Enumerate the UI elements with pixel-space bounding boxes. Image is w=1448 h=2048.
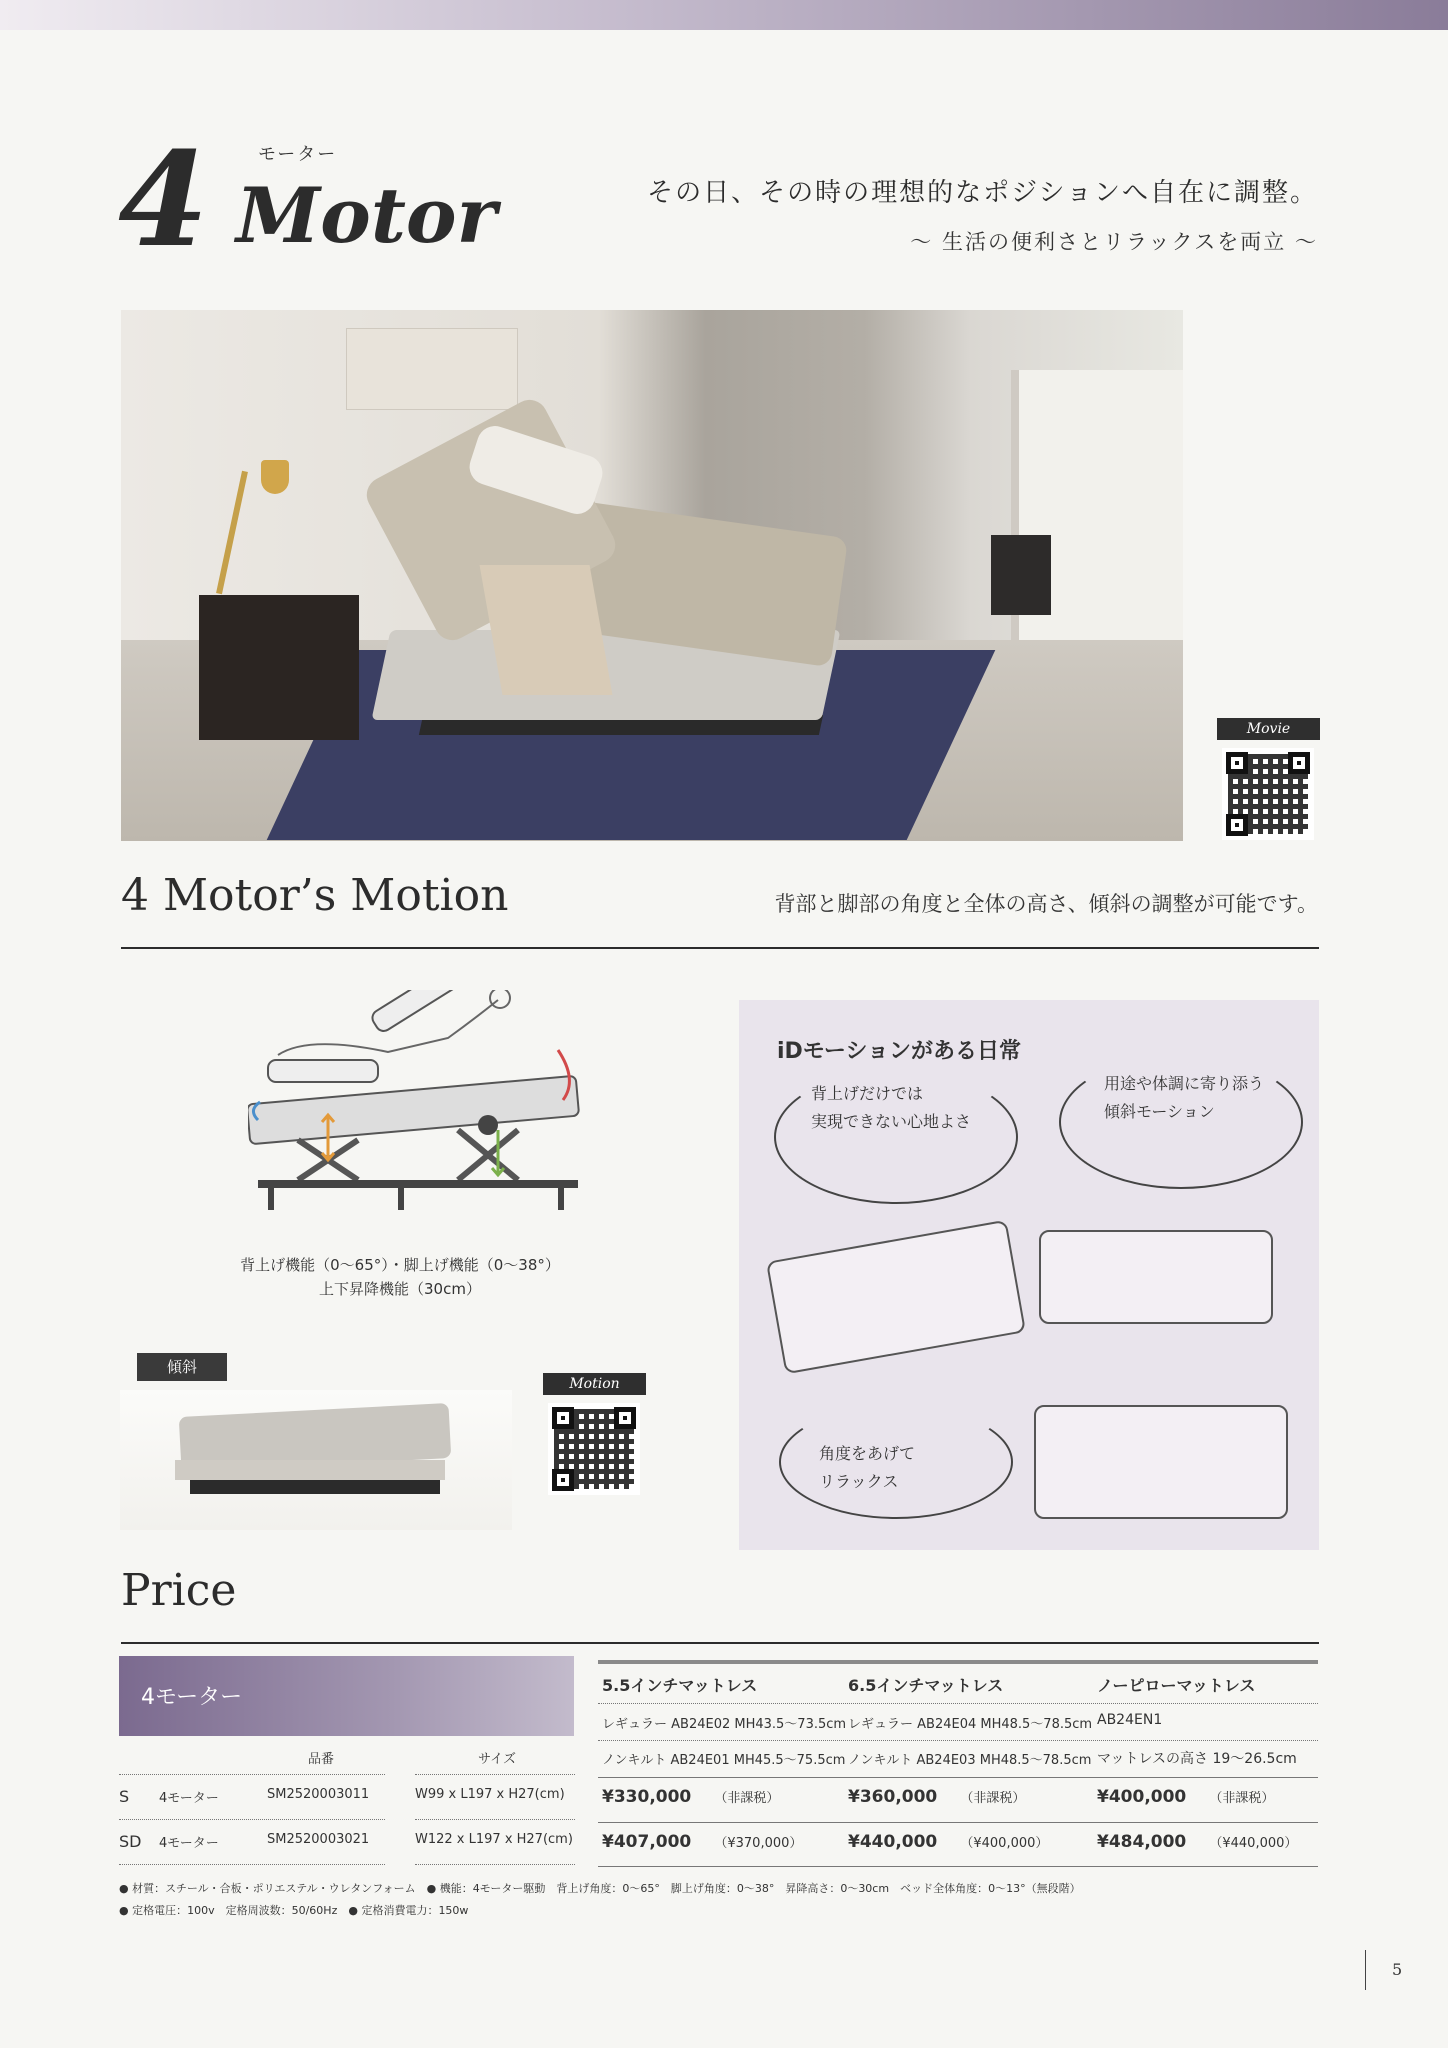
mattress-spec: レギュラー AB24E02 MH43.5〜73.5cm: [602, 1717, 847, 1732]
mattress-header: 6.5インチマットレス: [848, 1676, 1004, 1695]
motion-section-title: 4 Motor’s Motion: [121, 870, 509, 921]
qr-finder: [1226, 814, 1248, 836]
row-size: SD: [119, 1832, 142, 1851]
photo-throw-blanket: [480, 565, 613, 695]
diagram-foot: [268, 1188, 274, 1210]
mattress-spec: マットレスの高さ 19〜26.5cm: [1097, 1751, 1297, 1767]
diagram-floor-frame: [258, 1180, 578, 1188]
price-model-box: [119, 1656, 574, 1736]
mattress-spec: レギュラー AB24E04 MH48.5〜78.5cm: [848, 1717, 1093, 1732]
price-note: （非課税）: [714, 1791, 780, 1806]
table-divider: [598, 1740, 1318, 1741]
price-value: ¥330,000: [602, 1787, 692, 1807]
col-header-hinban: 品番: [308, 1752, 335, 1767]
price-section-rule: [121, 1642, 1319, 1644]
id-panel-title: iDモーションがある日常: [777, 1039, 1022, 1064]
mattress-header: 5.5インチマットレス: [602, 1676, 758, 1695]
bed-motion-diagram: [248, 990, 608, 1220]
price-value: ¥360,000: [848, 1787, 938, 1807]
movie-qr-code[interactable]: [1222, 748, 1314, 840]
motion-description: 背部と脚部の角度と全体の高さ、傾斜の調整が可能です。: [774, 892, 1318, 916]
diagram-foot: [558, 1188, 564, 1210]
diagram-caption-line1: 背上げ機能（0〜65°）・脚上げ機能（0〜38°）: [240, 1256, 560, 1274]
price-note: （¥440,000）: [1209, 1836, 1298, 1851]
mattress-spec: AB24EN1: [1097, 1712, 1163, 1728]
bubble1-line2: 実現できない心地よさ: [811, 1112, 972, 1131]
price-header-rule: [598, 1660, 1318, 1664]
price-value: ¥407,000: [602, 1832, 692, 1852]
page-number-divider: [1365, 1950, 1366, 1990]
diagram-back-section: [369, 990, 491, 1034]
price-model-label: 4モーター: [141, 1685, 243, 1710]
price-value: ¥440,000: [848, 1832, 938, 1852]
row-name: 4モーター: [159, 1836, 219, 1851]
tilt-label: 傾斜: [137, 1353, 227, 1381]
diagram-scissor-right: [458, 1130, 518, 1180]
top-gradient-bar: [0, 0, 1448, 30]
diagram-caption: [200, 1253, 600, 1301]
price-note: （非課税）: [960, 1791, 1026, 1806]
price-cell-sd: [1097, 1832, 1297, 1852]
motor-number: 4: [118, 123, 209, 276]
spec-footnote-1: ● 材質：スチール・合板・ポリエステル・ウレタンフォーム ● 機能：4モーター駆動 背上げ角度：0〜65° 脚上げ角度：0〜38° 昇降高さ：0〜30cm ベッド全体角度：0〜13°（無段階）: [119, 1882, 1081, 1895]
qr-finder: [552, 1407, 574, 1429]
photo-chair: [991, 535, 1051, 615]
photo-wall-art: [346, 328, 518, 410]
bubble2-line1: 用途や体調に寄り添う: [1104, 1074, 1265, 1093]
table-divider: [598, 1866, 1318, 1867]
tilt-photo-frame: [190, 1480, 440, 1494]
table-divider: [415, 1864, 575, 1865]
page-number: 5: [1392, 1960, 1403, 1979]
table-divider: [119, 1864, 385, 1865]
bubble1-line1: 背上げだけでは: [811, 1084, 924, 1103]
table-divider: [119, 1774, 385, 1775]
price-cell-s: [602, 1787, 779, 1807]
col-header-size: サイズ: [478, 1752, 516, 1767]
speech-bubble-3: [819, 1440, 915, 1496]
row-code: SM2520003021: [267, 1832, 370, 1847]
illustration-resting-on-bed: [1039, 1230, 1273, 1324]
id-motion-panel: [739, 1000, 1319, 1550]
price-note: （¥400,000）: [960, 1836, 1049, 1851]
photo-nightstand: [199, 595, 359, 740]
price-note: （非課税）: [1209, 1791, 1275, 1806]
price-cell-s: [1097, 1787, 1274, 1807]
bubble2-line2: 傾斜モーション: [1104, 1102, 1215, 1121]
table-divider: [415, 1774, 575, 1775]
spec-footnote-2: ● 定格電圧：100v 定格周波数：50/60Hz ● 定格消費電力：150w: [119, 1904, 469, 1917]
photo-window: [1011, 370, 1183, 670]
mattress-spec: ノンキルト AB24E03 MH48.5〜78.5cm: [848, 1753, 1092, 1768]
row-dims: W122 x L197 x H27(cm): [415, 1832, 573, 1847]
illustration-phone-in-bed: [1034, 1405, 1288, 1519]
mattress-spec: ノンキルト AB24E01 MH45.5〜75.5cm: [602, 1753, 846, 1768]
diagram-leg-section: [268, 1060, 378, 1082]
qr-finder: [1288, 752, 1310, 774]
price-section-title: Price: [121, 1565, 237, 1616]
table-divider: [119, 1819, 385, 1820]
motion-qr-code[interactable]: [548, 1403, 640, 1495]
motor-kana: モーター: [258, 144, 338, 165]
movie-label: Movie: [1217, 718, 1320, 740]
qr-finder: [552, 1469, 574, 1491]
tilt-photo: [120, 1390, 512, 1530]
price-value: ¥400,000: [1097, 1787, 1187, 1807]
table-divider: [415, 1819, 575, 1820]
price-cell-s: [848, 1787, 1025, 1807]
headline: その日、その時の理想的なポジションへ自在に調整。: [647, 178, 1318, 208]
diagram-base-upper: [248, 1076, 579, 1145]
tilt-photo-base: [175, 1460, 445, 1480]
qr-finder: [614, 1407, 636, 1429]
price-note: （¥370,000）: [714, 1836, 803, 1851]
bubble3-line1: 角度をあげて: [819, 1444, 916, 1463]
diagram-caption-line2: 上下昇降機能（30cm）: [319, 1280, 481, 1298]
row-name: 4モーター: [159, 1791, 219, 1806]
motion-section-rule: [121, 947, 1319, 949]
motion-video-label: Motion: [543, 1373, 646, 1395]
row-code: SM2520003011: [267, 1787, 370, 1802]
diagram-foot: [398, 1188, 404, 1210]
qr-finder: [1226, 752, 1248, 774]
bubble3-line2: リラックス: [819, 1472, 899, 1491]
table-divider: [598, 1822, 1318, 1823]
speech-bubble-2: [1104, 1070, 1264, 1126]
price-cell-sd: [848, 1832, 1048, 1852]
diagram-motor-hub: [478, 1115, 498, 1135]
hero-bedroom-photo: [121, 310, 1183, 841]
price-value: ¥484,000: [1097, 1832, 1187, 1852]
speech-bubble-1: [811, 1080, 971, 1136]
table-divider: [598, 1777, 1318, 1778]
subheadline: 〜 生活の便利さとリラックスを両立 〜: [910, 230, 1318, 254]
photo-lamp-shade: [261, 460, 289, 494]
row-size: S: [119, 1787, 130, 1806]
mattress-header: ノーピローマットレス: [1097, 1676, 1256, 1695]
row-dims: W99 x L197 x H27(cm): [415, 1787, 565, 1802]
table-divider: [598, 1703, 1318, 1704]
illustration-reading-in-bed: [766, 1220, 1026, 1375]
price-cell-sd: [602, 1832, 802, 1852]
motor-title: Motor: [236, 171, 497, 260]
